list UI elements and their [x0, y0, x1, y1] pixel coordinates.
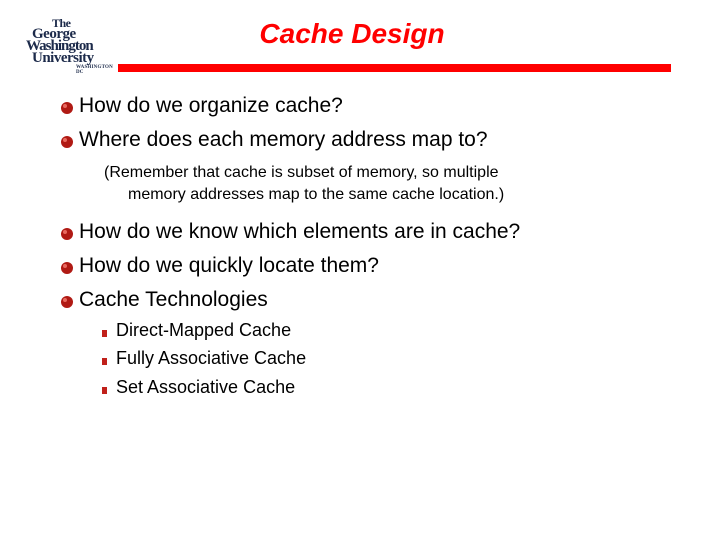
- logo-line-1: The: [52, 16, 71, 30]
- square-bullet-icon: [102, 358, 107, 365]
- sub-item-text: Direct-Mapped Cache: [116, 320, 292, 340]
- logo-line-2: George: [32, 26, 76, 42]
- note-paragraph: [104, 162, 624, 206]
- sub-item: [116, 377, 295, 398]
- logo-line-3: Washington: [26, 38, 93, 54]
- note-line-1: (Remember that cache is subset of memory, so multiple: [104, 164, 499, 181]
- sub-item-text: Fully Associative Cache: [116, 348, 307, 368]
- square-bullet-icon: [102, 330, 107, 337]
- logo-line-4: University: [32, 50, 94, 66]
- title-rule: [118, 64, 671, 72]
- bullet-text: How do we organize cache?: [79, 94, 343, 117]
- sphere-bullet-icon: [60, 295, 74, 309]
- sphere-bullet-icon: [60, 227, 74, 241]
- sub-item: [116, 320, 291, 341]
- sphere-bullet-icon: [60, 261, 74, 275]
- sphere-bullet-icon: [60, 101, 74, 115]
- bullet-text: How do we quickly locate them?: [79, 254, 379, 277]
- bullet-text: Where does each memory address map to?: [79, 128, 488, 151]
- logo-line-5: WASHINGTON DC: [76, 65, 113, 75]
- note-line-2: memory addresses map to the same cache location.): [128, 186, 505, 203]
- sub-item-text: Set Associative Cache: [116, 377, 296, 397]
- bullet-text: Cache Technologies: [79, 288, 268, 311]
- square-bullet-icon: [102, 387, 107, 394]
- bullet-text: How do we know which elements are in cache?: [79, 220, 521, 243]
- slide-title: Cache Design: [259, 18, 445, 49]
- sub-item: [116, 348, 306, 369]
- sphere-bullet-icon: [60, 135, 74, 149]
